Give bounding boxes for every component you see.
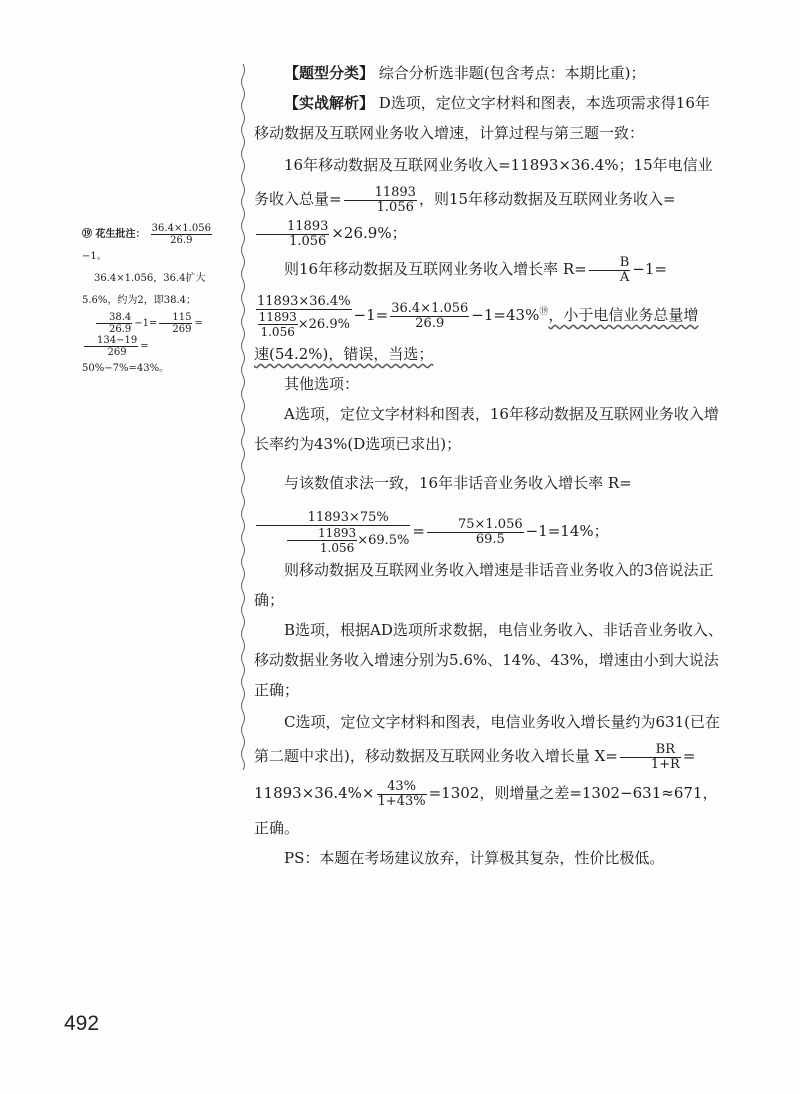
margin-wavy-rule <box>240 64 246 770</box>
annotation-fraction-1: $\frac{36.4\times 1.056}{26.9}$ <box>151 223 211 246</box>
analysis-intro: 【实战解析】 D选项，定位文字材料和图表，本选项需求得16年移动数据及互联网业务收入增速，计算过程与第三题一致： <box>254 94 710 142</box>
annotation-line-4: $\frac{38.4}{26.9}$ −1= $\frac{115}{269}$ = $\frac{134-19}{269}$ = <box>82 312 234 358</box>
non-voice-growth: 与该数值求法一致，16年非话音业务收入增长率 R= 11893×75% $\frac{11893}{1.056}$ ×69.5% = $\frac{75\times 1.056}{69.5}$ −1=14%； <box>254 459 724 555</box>
other-options: 其他选项： <box>284 375 360 393</box>
question-type-tag: 【题型分类】 <box>284 64 375 82</box>
fraction-b-over-a: $\frac{B}{A}$ <box>589 256 631 285</box>
annotation-fraction-2: $\frac{38.4}{26.9}$ <box>96 312 132 335</box>
fraction-mobile-15: $\frac{11893}{1.056}$ <box>256 220 329 249</box>
compound-fraction-nonvoice: 11893×75% $\frac{11893}{1.056}$ ×69.5% <box>256 510 410 555</box>
option-b: B选项，根据AD选项所求数据，电信业务收入、非话音业务收入、移动数据业务收入增速分别为5.6%、14%、43%，增速由小到大说法正确； <box>254 621 723 699</box>
growth-rate-formula: 则16年移动数据及互联网业务收入增长率 R= $\frac{B}{A}$ −1= <box>284 254 667 285</box>
calc-paragraph-1: 16年移动数据及互联网业务收入=11893×36.4%；15年电信业务收入总量= $\frac{11893}{1.056}$ ，则15年移动数据及互联网业务收入= $\frac{11893}{1.056}$ ×26.9%； <box>254 156 713 249</box>
option-c: C选项，定位文字材料和图表，电信业务收入增长量约为631(已在第二题中求出)，移动数据及互联网业务收入增长量 X= $\frac{BR}{1+R}$ = <box>254 713 720 772</box>
margin-annotation <box>82 223 234 380</box>
annotation-line-5: 50%−7%=43%。 <box>82 363 170 374</box>
page-number: 492 <box>64 1012 100 1035</box>
question-type: 【题型分类】 综合分析选非题(包含考点：本期比重)； <box>284 64 646 82</box>
fraction-simplified: $\frac{36.4\times 1.056}{26.9}$ <box>391 300 469 331</box>
analysis-tag: 【实战解析】 <box>284 94 375 112</box>
compound-fraction-mobile: 11893×36.4% $\frac{11893}{1.056}$ ×26.9% <box>257 293 351 339</box>
annotation-fraction-4: $\frac{134-19}{269}$ <box>84 335 138 358</box>
annotation-line-1 <box>82 223 234 246</box>
footnote-ref: ⑲ <box>539 307 549 317</box>
solution-body <box>254 58 724 873</box>
fraction-total-15: $\frac{11893}{1.056}$ <box>344 186 417 215</box>
ps-note: PS：本题在考场建议放弃，计算极其复杂，性价比极低。 <box>284 849 665 867</box>
fraction-nonvoice: $\frac{75\times 1.056}{69.5}$ <box>427 518 524 547</box>
option-a: A选项，定位文字材料和图表，16年移动数据及互联网业务收入增长率约为43%(D选项已求出)； <box>254 405 719 453</box>
annotation-label: ⑲ 花生批注： <box>82 229 146 240</box>
conclusion-d: 速(54.2%)，错误，当选； <box>254 345 434 363</box>
option-a-conclusion: 则移动数据及互联网业务收入增速是非话音业务收入的3倍说法正确； <box>254 561 714 609</box>
annotation-line-2: −1。 <box>82 251 107 262</box>
annotation-fraction-3: $\frac{115}{269}$ <box>159 312 192 335</box>
growth-rate-result: 11893×36.4% $\frac{11893}{1.056}$ ×26.9% −1= $\frac{36.4\times 1.056}{26.9}$ −1=43%⑲，小于电信业务总量增 <box>257 293 699 339</box>
fraction-br: $\frac{BR}{1+R}$ <box>620 743 681 772</box>
fraction-43: $\frac{43\%}{1+43\%}$ <box>377 778 426 809</box>
option-c-conclusion: 正确。 <box>254 819 300 837</box>
annotation-line-3: 36.4×1.056，36.4扩大5.6%，约为2，即38.4； <box>82 273 206 306</box>
option-c-calc: 11893×36.4%× $\frac{43\%}{1+43\%}$ =1302，则增量之差=1302−631≈671， <box>254 778 718 809</box>
